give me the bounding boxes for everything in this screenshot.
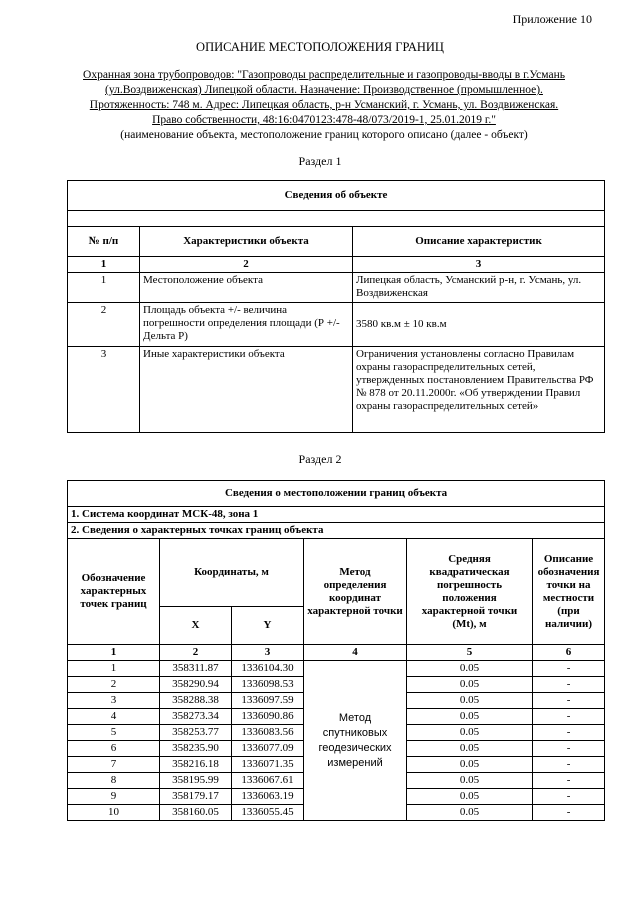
- point-mt: 0.05: [407, 677, 533, 693]
- point-description: -: [533, 661, 605, 677]
- object-description: [40, 68, 608, 143]
- point-number: 2: [68, 677, 160, 693]
- row-characteristic: Иные характеристики объекта: [140, 347, 353, 433]
- point-mt: 0.05: [407, 789, 533, 805]
- point-y: 1336104.30: [232, 661, 304, 677]
- document-title: ОПИСАНИЕ МЕСТОПОЛОЖЕНИЯ ГРАНИЦ: [196, 40, 444, 54]
- point-y: 1336097.59: [232, 693, 304, 709]
- object-line: (ул.Воздвиженская) Липецкой области. Назначение: Производственное (промышленное).: [105, 84, 543, 96]
- point-y: 1336067.61: [232, 773, 304, 789]
- point-description: -: [533, 757, 605, 773]
- point-number: 8: [68, 773, 160, 789]
- table-title: Сведения об объекте: [68, 181, 605, 211]
- point-y: 1336063.19: [232, 789, 304, 805]
- point-x: 358311.87: [160, 661, 232, 677]
- point-description: -: [533, 741, 605, 757]
- point-x: 358179.17: [160, 789, 232, 805]
- col-number: 2: [160, 645, 232, 661]
- point-y: 1336055.45: [232, 805, 304, 821]
- header-characteristic: Характеристики объекта: [140, 227, 353, 257]
- point-number: 6: [68, 741, 160, 757]
- object-line: Протяженность: 748 м. Адрес: Липецкая область, р-н Усманский, г. Усмань, ул. Воздвиженская.: [89, 99, 559, 111]
- point-x: 358195.99: [160, 773, 232, 789]
- point-y: 1336083.56: [232, 725, 304, 741]
- point-number: 9: [68, 789, 160, 805]
- header-method: Метод определения координат характерной точки: [304, 539, 407, 645]
- spacer-row: [68, 211, 605, 227]
- header-number: № п/п: [68, 227, 140, 257]
- appendix-label: Приложение 10: [512, 12, 592, 26]
- table-title: Сведения о местоположении границ объекта: [68, 481, 605, 507]
- row-characteristic: Площадь объекта +/- величина погрешности определения площади (Р +/- Дельта Р): [140, 303, 353, 347]
- boundary-points-table: [67, 480, 605, 821]
- point-x: 358290.94: [160, 677, 232, 693]
- point-x: 358160.05: [160, 805, 232, 821]
- col-number: 4: [304, 645, 407, 661]
- header-x: X: [160, 607, 232, 645]
- point-mt: 0.05: [407, 661, 533, 677]
- point-description: -: [533, 805, 605, 821]
- point-number: 3: [68, 693, 160, 709]
- row-number: 3: [68, 347, 140, 433]
- point-number: 10: [68, 805, 160, 821]
- point-description: -: [533, 709, 605, 725]
- col-number: 5: [407, 645, 533, 661]
- row-number: 1: [68, 273, 140, 303]
- point-x: 358235.90: [160, 741, 232, 757]
- point-number: 5: [68, 725, 160, 741]
- object-line: Охранная зона трубопроводов: "Газопроводы распределительные и газопроводы-вводы в г.Усмань: [83, 69, 565, 81]
- header-description: Описание характеристик: [353, 227, 605, 257]
- row-description: Липецкая область, Усманский р-н, г. Усмань, ул. Воздвиженская: [353, 273, 605, 303]
- point-number: 7: [68, 757, 160, 773]
- point-y: 1336090.86: [232, 709, 304, 725]
- header-mt: Средняя квадратическая погрешность положения характерной точки (Mt), м: [407, 539, 533, 645]
- header-designation: Обозначение характерных точек границ: [68, 539, 160, 645]
- point-mt: 0.05: [407, 757, 533, 773]
- method-cell: Метод спутниковых геодезических измерений: [304, 661, 407, 821]
- header-point-description: Описание обозначения точки на местности (при наличии): [533, 539, 605, 645]
- row-description: 3580 кв.м ± 10 кв.м: [353, 303, 605, 347]
- point-description: -: [533, 725, 605, 741]
- point-description: -: [533, 693, 605, 709]
- header-coordinates: Координаты, м: [160, 539, 304, 607]
- section-1-label: Раздел 1: [298, 154, 342, 168]
- point-x: 358253.77: [160, 725, 232, 741]
- point-mt: 0.05: [407, 741, 533, 757]
- point-number: 4: [68, 709, 160, 725]
- point-mt: 0.05: [407, 805, 533, 821]
- header-y: Y: [232, 607, 304, 645]
- point-x: 358273.34: [160, 709, 232, 725]
- col-number: 2: [140, 257, 353, 273]
- point-mt: 0.05: [407, 709, 533, 725]
- point-mt: 0.05: [407, 693, 533, 709]
- point-y: 1336098.53: [232, 677, 304, 693]
- row-characteristic: Местоположение объекта: [140, 273, 353, 303]
- row-number: 2: [68, 303, 140, 347]
- point-x: 358288.38: [160, 693, 232, 709]
- col-number: 3: [353, 257, 605, 273]
- point-description: -: [533, 773, 605, 789]
- point-mt: 0.05: [407, 773, 533, 789]
- coordinate-system: 1. Система координат МСК-48, зона 1: [68, 507, 605, 523]
- point-number: 1: [68, 661, 160, 677]
- point-description: -: [533, 677, 605, 693]
- object-line: Право собственности, 48:16:0470123:478-48/073/2019-1, 25.01.2019 г.": [152, 114, 496, 126]
- row-description: Ограничения установлены согласно Правилам охраны газораспределительных сетей, утвержденных постановлением Правительства РФ № 878 от 20.11.2000г. «Об утверждении Правил охраны газораспределительных сетей»: [353, 347, 605, 433]
- section-2-label: Раздел 2: [298, 452, 342, 466]
- col-number: 1: [68, 645, 160, 661]
- col-number: 1: [68, 257, 140, 273]
- points-title: 2. Сведения о характерных точках границ объекта: [68, 523, 605, 539]
- point-x: 358216.18: [160, 757, 232, 773]
- object-info-table: [67, 180, 605, 433]
- point-y: 1336077.09: [232, 741, 304, 757]
- col-number: 6: [533, 645, 605, 661]
- object-caption: (наименование объекта, местоположение границ которого описано (далее - объект): [120, 129, 528, 141]
- point-mt: 0.05: [407, 725, 533, 741]
- point-description: -: [533, 789, 605, 805]
- point-y: 1336071.35: [232, 757, 304, 773]
- col-number: 3: [232, 645, 304, 661]
